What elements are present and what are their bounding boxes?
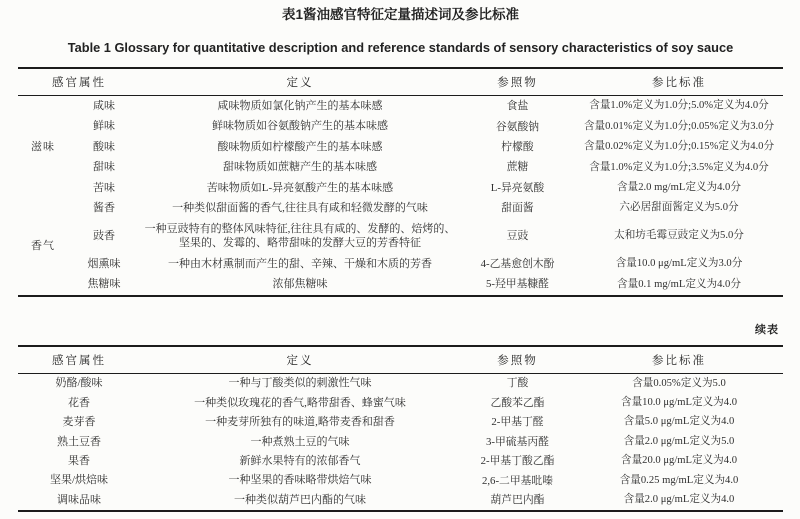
header-reference: 参照物 — [460, 346, 575, 374]
definition-cell: 一种豆豉特有的整体风味特征,往往具有咸的、发酵的、焙烤的、坚果的、发霉的、略带甜味的发酵大豆的芳香特征 — [144, 222, 456, 250]
attribute-cell: 调味品味 — [57, 493, 101, 506]
standard-cell: 含量5.0 μg/mL定义为4.0 — [623, 416, 735, 428]
header-reference: 参照物 — [460, 68, 575, 96]
reference-cell: 柠檬酸 — [501, 141, 534, 153]
reference-cell: 甜面酱 — [501, 202, 534, 215]
definition-cell: 一种坚果的香味略带烘焙气味 — [228, 474, 372, 487]
reference-cell: 3-甲硫基丙醛 — [486, 435, 549, 448]
table-row — [18, 452, 783, 471]
standard-cell: 含量0.01%定义为1.0分;0.05%定义为3.0分 — [583, 120, 775, 132]
reference-cell: 食盐 — [506, 100, 529, 113]
definition-cell: 一种煮熟土豆的气味 — [250, 435, 350, 448]
attribute-cell: 奶酪/酸味 — [55, 377, 103, 390]
table-row — [18, 432, 783, 451]
table-row — [18, 117, 783, 137]
definition-cell: 苦味物质如L-异亮氨酸产生的基本味感 — [206, 181, 394, 194]
standard-cell: 含量2.0 mg/mL定义为4.0分 — [617, 182, 741, 193]
header-standard: 参比标准 — [575, 346, 783, 374]
attribute-cell: 熟土豆香 — [57, 435, 101, 448]
standard-cell: 太和坊毛霉豆豉定义为5.0分 — [614, 230, 744, 242]
table-2-header-row — [18, 346, 783, 374]
group-cell-aroma: 香气 — [31, 240, 55, 253]
standard-cell: 含量1.0%定义为1.0分;5.0%定义为4.0分 — [589, 100, 769, 112]
attribute-cell: 果香 — [68, 455, 90, 468]
attribute-cell: 花香 — [68, 396, 90, 409]
definition-cell: 一种类似玫瑰花的香气,略带甜香、蜂蜜气味 — [194, 396, 406, 409]
standard-cell: 六必居甜面酱定义为5.0分 — [619, 202, 739, 214]
attribute-cell: 焦糖味 — [87, 278, 121, 291]
reference-cell: 谷氨酸钠 — [495, 120, 540, 133]
table-row — [18, 275, 783, 296]
attribute-cell: 苦味 — [93, 181, 115, 194]
group-cell-taste: 滋味 — [31, 140, 55, 153]
header-definition: 定义 — [140, 68, 460, 96]
standard-cell: 含量0.02%定义为1.0分;0.15%定义为4.0分 — [583, 141, 775, 153]
definition-cell: 酸味物质如柠檬酸产生的基本味感 — [217, 140, 383, 153]
header-attribute: 感官属性 — [18, 346, 140, 374]
reference-cell: 蔗糖 — [506, 161, 529, 174]
attribute-cell: 甜味 — [93, 161, 115, 174]
attribute-cell: 烟熏味 — [87, 257, 121, 270]
reference-cell: 丁酸 — [506, 377, 529, 390]
standard-cell: 含量20.0 μg/mL定义为4.0 — [620, 455, 738, 467]
standard-cell: 含量2.0 μg/mL定义为5.0 — [623, 435, 735, 447]
attribute-cell: 麦芽香 — [62, 416, 96, 429]
header-standard: 参比标准 — [575, 68, 783, 96]
table-1 — [18, 67, 783, 297]
standard-cell: 含量10.0 μg/mL定义为4.0 — [620, 396, 738, 408]
table-row — [18, 491, 783, 511]
reference-cell: 葫芦巴内酯 — [490, 494, 545, 507]
reference-cell: 乙酸苯乙酯 — [490, 396, 545, 409]
reference-cell: L-异亮氨酸 — [490, 181, 545, 194]
attribute-cell: 咸味 — [93, 99, 115, 112]
definition-cell: 新鲜水果特有的浓郁香气 — [239, 455, 361, 468]
definition-cell: 咸味物质如氯化钠产生的基本味感 — [217, 99, 383, 112]
table-1-header-row — [18, 68, 783, 96]
table-row — [18, 219, 783, 254]
attribute-cell: 坚果/烘焙味 — [49, 474, 109, 487]
table-title-en: Table 1 Glossary for quantitative description and reference standards of sensory characteristics of soy sauce — [67, 40, 734, 56]
standard-cell: 含量0.1 mg/mL定义为4.0分 — [617, 278, 741, 290]
continued-table-label: 续表 — [755, 323, 779, 336]
table-row — [18, 471, 783, 490]
definition-cell: 一种类似甜面酱的香气,往往具有咸和轻微发酵的气味 — [172, 202, 428, 215]
header-definition: 定义 — [140, 346, 460, 374]
definition-cell: 鲜味物质如谷氨酸钠产生的基本味感 — [212, 120, 388, 133]
definition-cell: 浓郁焦糖味 — [272, 278, 328, 291]
definition-cell: 甜味物质如蔗糖产生的基本味感 — [223, 161, 377, 174]
reference-cell: 2-甲基丁醛 — [491, 416, 544, 429]
table-row — [18, 373, 783, 393]
standard-cell: 含量0.05%定义为5.0 — [632, 377, 726, 389]
reference-cell: 豆豉 — [506, 230, 529, 243]
table-1-continued — [18, 345, 783, 512]
reference-cell: 4-乙基愈创木酚 — [480, 258, 555, 271]
attribute-cell: 鲜味 — [93, 120, 115, 133]
table-row — [18, 137, 783, 157]
definition-cell: 一种由木材熏制而产生的甜、辛辣、干燥和木质的芳香 — [168, 257, 432, 270]
table-row — [18, 198, 783, 218]
standard-cell: 含量0.25 mg/mL定义为4.0 — [619, 474, 739, 486]
attribute-cell: 豉香 — [93, 230, 115, 243]
header-attribute: 感官属性 — [18, 68, 140, 96]
attribute-cell: 酸味 — [93, 140, 115, 153]
reference-cell: 5-羟甲基糠醛 — [486, 278, 549, 291]
table-row — [18, 413, 783, 432]
standard-cell: 含量2.0 μg/mL定义为4.0 — [623, 494, 735, 506]
table-row — [18, 158, 783, 178]
reference-cell: 2-甲基丁酸乙酯 — [480, 455, 555, 468]
reference-cell: 2,6-二甲基吡嗪 — [481, 474, 554, 487]
definition-cell: 一种与丁酸类似的刺激性气味 — [228, 377, 372, 390]
attribute-cell: 酱香 — [93, 202, 115, 215]
table-title-zh: 表1酱油感官特征定量描述词及参比标准 — [281, 7, 519, 22]
definition-cell: 一种麦芽所独有的味道,略带麦香和甜香 — [205, 416, 395, 429]
definition-cell: 一种类似葫芦巴内酯的气味 — [234, 493, 366, 506]
table-row — [18, 178, 783, 198]
table-row — [18, 96, 783, 117]
standard-cell: 含量10.0 μg/mL定义为3.0分 — [615, 258, 743, 270]
table-row — [18, 393, 783, 412]
standard-cell: 含量1.0%定义为1.0分;3.5%定义为4.0分 — [589, 161, 769, 173]
table-row — [18, 254, 783, 274]
